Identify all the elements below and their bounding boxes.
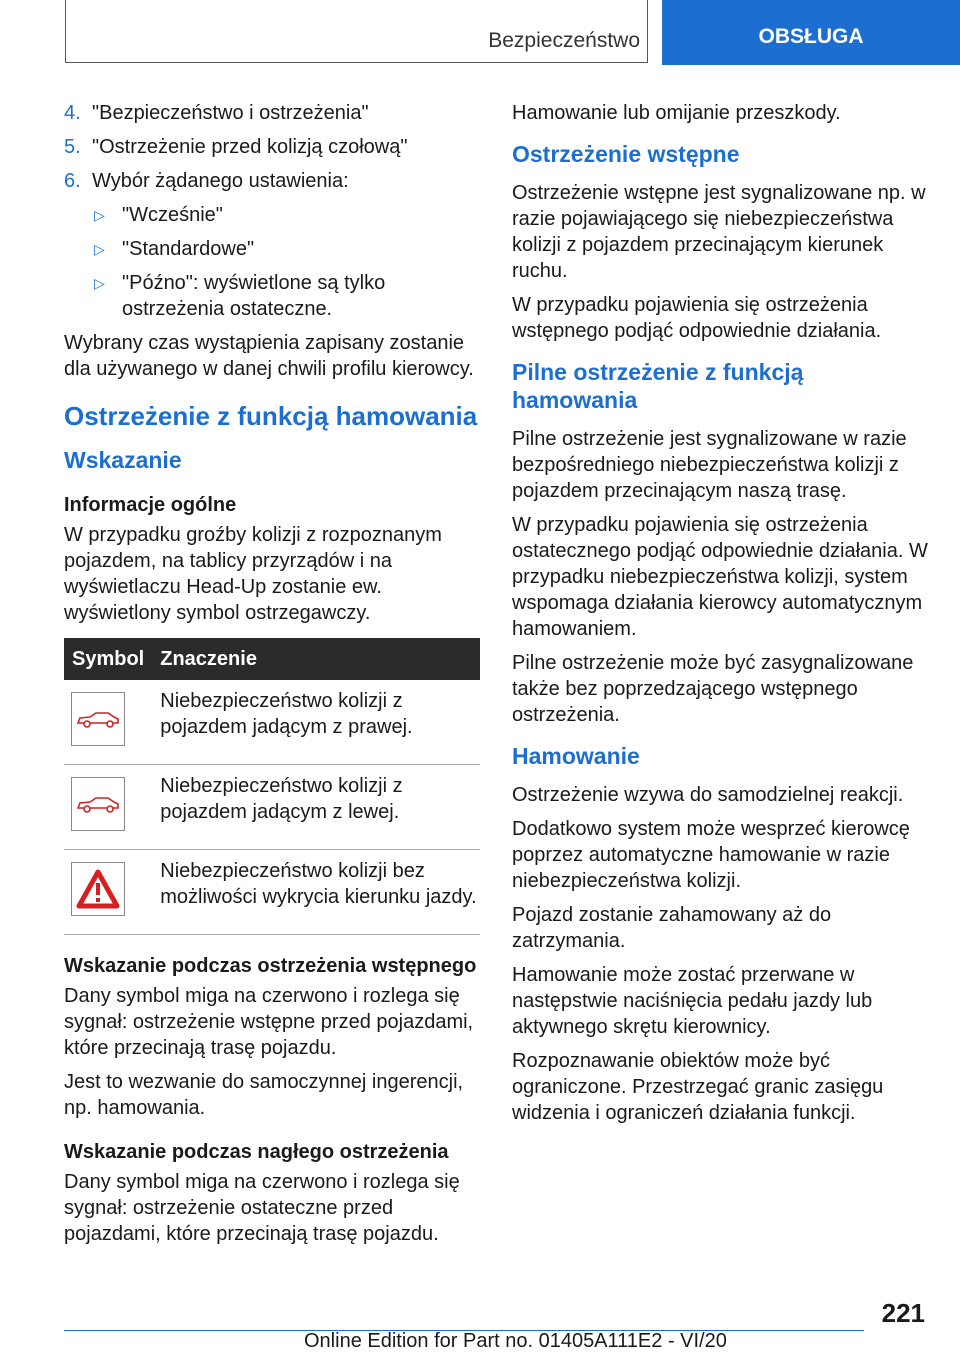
bullet-text: "Późno": wyświetlone są tylko ostrzeżenia ostateczne. (122, 272, 386, 320)
symbol-table (64, 638, 480, 935)
paragraph: Pilne ostrzeżenie jest sygnalizowane w razie bezpośredniego niebezpieczeństwa kolizji z pojazdem przecinającym naszą trasę. (512, 428, 907, 502)
list-number: 6. (64, 170, 81, 192)
minor-heading: Informacje ogólne (64, 494, 237, 516)
paragraph: W przypadku groźby kolizji z rozpoznanym pojazdem, na tablicy przyrządów i na wyświetlaczu Head-Up zostanie ew. wyświetlony symbol ostrzegawczy. (64, 524, 442, 624)
car-left-icon (71, 777, 125, 831)
bullet-text: "Wcześnie" (122, 204, 223, 226)
bullet-item (94, 270, 480, 322)
subsection-heading: Wskazanie (64, 447, 182, 473)
warning-triangle-icon (71, 862, 125, 916)
header-section-title: Bezpieczeństwo (488, 29, 640, 52)
paragraph: Wybrany czas wystąpienia zapisany zostanie dla używanego w danej chwili profilu kierowcy. (64, 332, 474, 380)
section-heading: Ostrzeżenie z funkcją hamowania (64, 401, 478, 431)
table-cell: Niebezpieczeństwo kolizji bez możliwości wykrycia kierunku jazdy. (152, 850, 480, 935)
minor-heading: Wskazanie podczas nagłego ostrzeżenia (64, 1141, 449, 1163)
triangle-bullet-icon: ▷ (94, 207, 105, 223)
paragraph: Rozpoznawanie obiektów może być ograniczone. Przestrzegać granic zasięgu widzenia i ograniczeń działania funkcji. (512, 1050, 884, 1124)
paragraph: W przypadku pojawienia się ostrzeżenia ostatecznego podjąć odpowiednie działania. W przypadku niebezpieczeństwa kolizji, system wspomaga działania kierowcy automatycznym hamowaniem. (512, 514, 928, 640)
paragraph: Dany symbol miga na czerwono i rozlega się sygnał: ostrzeżenie wstępne przed pojazdami, które przecinają trasę pojazdu. (64, 985, 474, 1059)
table-row (64, 765, 480, 850)
table-cell: Niebezpieczeństwo kolizji z pojazdem jadącym z prawej. (152, 680, 480, 765)
paragraph: Hamowanie lub omijanie przeszkody. (512, 102, 841, 124)
paragraph: Ostrzeżenie wzywa do samodzielnej reakcji. (512, 784, 904, 806)
list-number: 5. (64, 136, 81, 158)
bullet-item (94, 202, 480, 228)
table-cell: Niebezpieczeństwo kolizji z pojazdem jadącym z lewej. (152, 765, 480, 850)
subsection-heading: Ostrzeżenie wstępne (512, 141, 740, 167)
subsection-heading: Pilne ostrzeżenie z funkcją hamowania (512, 359, 804, 413)
right-column (512, 100, 928, 1134)
bullet-item (94, 236, 480, 262)
header-chapter-tab[interactable]: OBSŁUGA (662, 0, 960, 65)
subsection-heading: Hamowanie (512, 743, 640, 769)
page-number: 221 (881, 1298, 925, 1328)
paragraph: Dany symbol miga na czerwono i rozlega się sygnał: ostrzeżenie ostateczne przed pojazdami, które przecinają trasę pojazdu. (64, 1171, 460, 1245)
table-row (64, 680, 480, 765)
paragraph: Pojazd zostanie zahamowany aż do zatrzymania. (512, 904, 832, 952)
list-item (64, 134, 480, 160)
column-header-meaning: Znaczenie (152, 638, 480, 680)
list-text: "Bezpieczeństwo i ostrzeżenia" (92, 102, 369, 124)
paragraph: Ostrzeżenie wstępne jest sygnalizowane np. w razie pojawiającego się niebezpieczeństwa kolizji z pojazdem przecinającym kierunek ruchu. (512, 182, 926, 282)
paragraph: Pilne ostrzeżenie może być zasygnalizowane także bez poprzedzającego wstępnego ostrzeżenia. (512, 652, 914, 726)
minor-heading: Wskazanie podczas ostrzeżenia wstępnego (64, 955, 477, 977)
list-text: Wybór żądanego ustawienia: (92, 170, 349, 192)
left-column (64, 100, 480, 1255)
table-header-row (64, 638, 480, 680)
triangle-bullet-icon: ▷ (94, 241, 105, 257)
list-item (64, 168, 480, 194)
list-number: 4. (64, 102, 81, 124)
bullet-text: "Standardowe" (122, 238, 255, 260)
table-row (64, 850, 480, 935)
car-right-icon (71, 692, 125, 746)
paragraph: Dodatkowo system może wesprzeć kierowcę poprzez automatyczne hamowanie w razie niebezpieczeństwa kolizji. (512, 818, 910, 892)
paragraph: Hamowanie może zostać przerwane w następstwie naciśnięcia pedału jazdy lub aktywnego skrętu kierownicy. (512, 964, 873, 1038)
paragraph: W przypadku pojawienia się ostrzeżenia wstępnego podjąć odpowiednie działania. (512, 294, 882, 342)
paragraph: Jest to wezwanie do samoczynnej ingerencji, np. hamowania. (64, 1071, 464, 1119)
list-item (64, 100, 480, 126)
triangle-bullet-icon: ▷ (94, 275, 105, 291)
column-header-symbol: Symbol (64, 638, 152, 680)
list-text: "Ostrzeżenie przed kolizją czołową" (92, 136, 408, 158)
footer-edition: Online Edition for Part no. 01405A111E2 - VI/20 (304, 1330, 727, 1352)
